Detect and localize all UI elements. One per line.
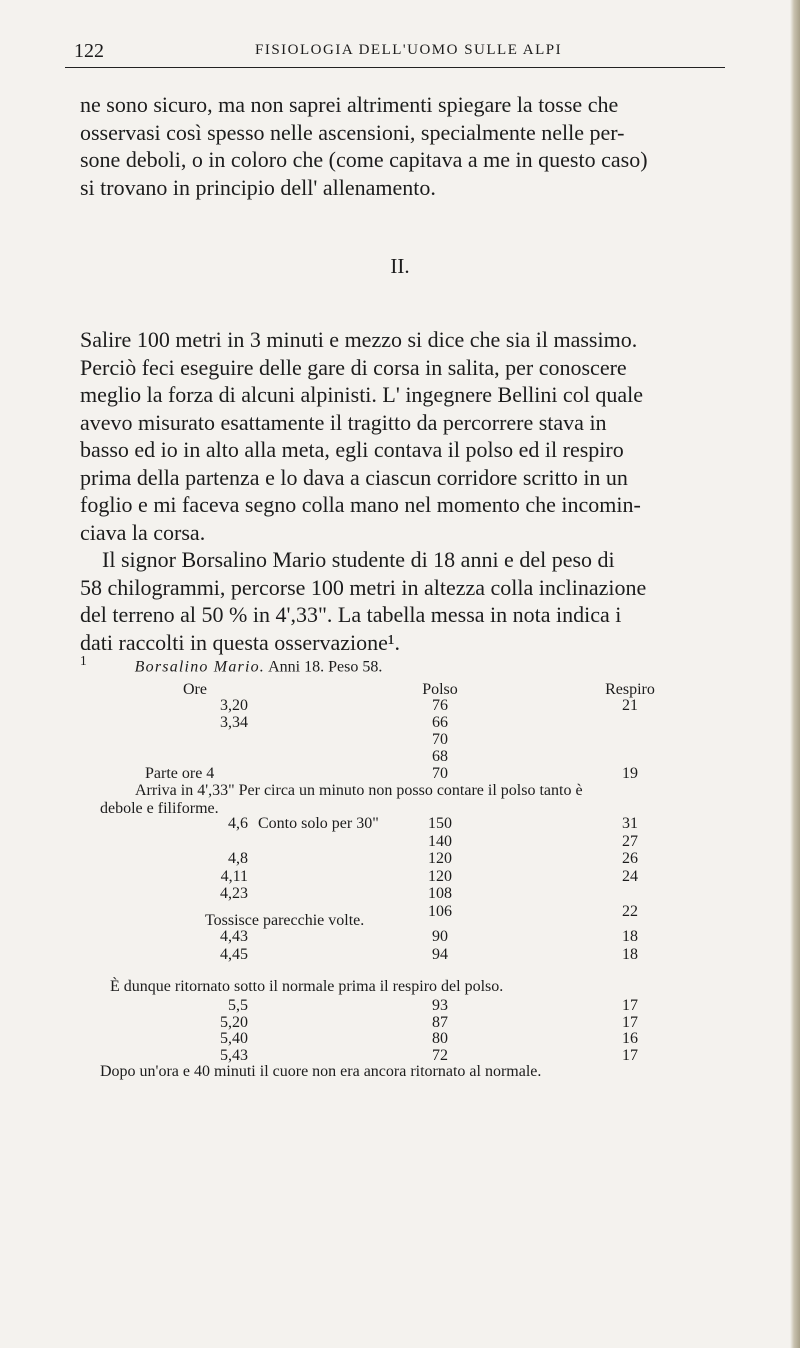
polso-cell: 76	[432, 697, 448, 714]
polso-cell: 108	[428, 885, 452, 902]
polso-cell: 90	[432, 928, 448, 945]
ore-cell: 5,20	[220, 1013, 248, 1031]
polso-cell: 66	[432, 714, 448, 731]
polso-cell: 70	[432, 765, 448, 782]
respiro-cell: 18	[622, 946, 638, 963]
ore-cell: 4,45	[220, 946, 248, 963]
polso-cell: 68	[432, 748, 448, 765]
polso-cell: 106	[428, 902, 452, 920]
ore-cell: 3,34	[220, 714, 248, 731]
ore-cell: 5,43	[220, 1046, 248, 1064]
polso-cell: 94	[432, 946, 448, 963]
respiro-cell: 17	[622, 1013, 638, 1031]
respiro-cell: 19	[622, 765, 638, 782]
page-edge	[790, 0, 800, 1348]
tosse-note: Tossisce parecchie volte.	[205, 912, 365, 929]
ore-cell: 5,40	[220, 1030, 248, 1047]
polso-cell: 140	[428, 832, 452, 850]
section-numeral: II.	[390, 254, 410, 278]
ore-cell: 4,8	[228, 850, 248, 867]
paragraph-2: Salire 100 metri in 3 minuti e mezzo si dice che sia il massimo. Perciò feci eseguire delle gare di corsa in salita, per conoscere meglio la forza di alcuni alpinisti. L' ingegnere Bellini col quale avevo misurato esattamente il tragitto da percorrere stava in basso ed io in alto alla meta, egli contava il polso ed il respiro prima della partenza e lo dava a ciascun corridore scritto in un foglio e mi faceva segno colla mano nel momento che incomin- ciava la corsa.	[80, 327, 643, 545]
note-cell: Conto solo per 30"	[258, 815, 379, 832]
ore-cell: 5,5	[228, 997, 248, 1014]
ore-cell: 4,23	[220, 885, 248, 902]
respiro-cell: 17	[622, 997, 638, 1014]
footnote-note-1: Arriva in 4',33" Per circa un minuto non posso contare il polso tanto è debole e filiforme.	[100, 782, 583, 817]
respiro-cell: 31	[622, 815, 638, 832]
footnote-heading: $^1$ Borsalino Mario. Anni 18. Peso 58.	[80, 653, 383, 676]
respiro-cell: 17	[622, 1046, 638, 1064]
respiro-cell: 26	[622, 850, 638, 867]
col-header-respiro: Respiro	[605, 681, 655, 698]
ore-cell: 4,6	[228, 815, 248, 832]
polso-cell: 87	[432, 1013, 448, 1031]
polso-cell: 120	[428, 867, 452, 885]
col-header-polso: Polso	[422, 681, 458, 698]
respiro-cell: 18	[622, 928, 638, 945]
polso-cell: 120	[428, 850, 452, 867]
respiro-cell: 22	[622, 902, 638, 920]
ore-cell: 4,11	[220, 867, 248, 885]
paragraph-3: Il signor Borsalino Mario studente di 18 anni e del peso di 58 chilogrammi, percorse 100 metri in altezza colla inclinazione del terreno al 50 % in 4',33". La tabella messa in nota indica i dati raccolti in questa osservazione¹.	[80, 547, 647, 655]
page-number: 122	[74, 40, 104, 62]
running-head: FISIOLOGIA DELL'UOMO SULLE ALPI	[255, 42, 563, 58]
polso-cell: 80	[432, 1030, 448, 1047]
footnote-note-3: Dopo un'ora e 40 minuti il cuore non era ancora ritornato al normale.	[100, 1063, 542, 1080]
footnote-note-2: È dunque ritornato sotto il normale prima il respiro del polso.	[110, 978, 504, 995]
respiro-cell: 24	[622, 867, 638, 885]
respiro-cell: 21	[622, 697, 638, 714]
ore-cell: 4,43	[220, 928, 248, 945]
polso-cell: 93	[432, 997, 448, 1014]
col-header-ore: Ore	[183, 681, 207, 698]
paragraph-1: ne sono sicuro, ma non saprei altrimenti spiegare la tosse che osservasi così spesso nelle ascensioni, specialmente nelle per- sone deboli, o in coloro che (come capitava a me in questo caso) si trovano in principio dell' allenamento.	[80, 92, 648, 200]
polso-cell: 150	[428, 815, 452, 832]
respiro-cell: 16	[622, 1030, 638, 1047]
polso-cell: 72	[432, 1046, 448, 1064]
polso-cell: 70	[432, 731, 448, 748]
ore-cell: 3,20	[220, 697, 248, 714]
header-rule	[65, 67, 725, 68]
respiro-cell: 27	[622, 832, 638, 850]
ore-cell: Parte ore 4	[145, 765, 215, 782]
